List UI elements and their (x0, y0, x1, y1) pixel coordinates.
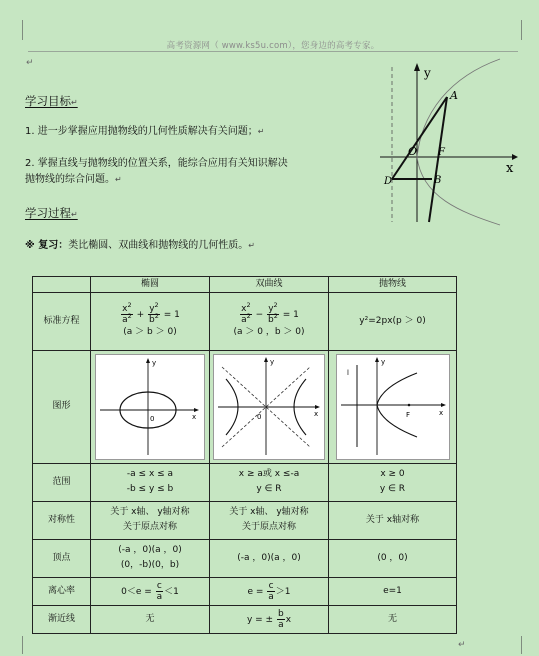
hyperbola-ecc-lhs: e = (247, 586, 264, 597)
crop-mark-bottom-right (521, 636, 530, 654)
figure-label-o: O (408, 145, 418, 158)
parabola-graph-l: l (346, 368, 349, 377)
hyperbola-graph-cell (210, 351, 329, 463)
hyperbola-eq-den1: a (241, 314, 247, 325)
table-header-row (33, 277, 457, 293)
ellipse-eq-num2: y (149, 303, 155, 314)
review-text: 类比椭圆、双曲线和抛物线的几何性质。 (68, 240, 249, 251)
ellipse-range-2: -b ≤ y ≤ b (126, 484, 174, 495)
crop-mark-left (14, 20, 23, 40)
goal-item-1 (25, 124, 264, 140)
ellipse-sym-2: 关于原点对称 (122, 522, 177, 533)
hyperbola-ecc-rhs: ＞1 (275, 586, 291, 597)
ellipse-range (91, 463, 210, 501)
parabola-equation: y²=2px(p ＞ 0) (329, 293, 457, 351)
figure-label-f: F (438, 147, 445, 158)
figure-label-x: x (506, 161, 514, 176)
paragraph-mark: ↵ (257, 127, 265, 136)
table-row-asymptote (33, 605, 457, 633)
hyperbola-vertex: (-a ，0)(a ，0) (210, 539, 329, 577)
ellipse-symmetry (91, 501, 210, 539)
process-heading-text: 学习过程 (25, 206, 71, 220)
hyperbola-eq-minus: − (255, 309, 264, 320)
ellipse-graph-origin: 0 (150, 414, 155, 423)
hyperbola-graph-y: y (270, 357, 275, 366)
row-label-asymptote: 渐近线 (33, 605, 91, 633)
hyperbola-graph (213, 354, 325, 460)
paragraph-mark: ↵ (248, 241, 255, 250)
paragraph-mark: ↵ (458, 640, 466, 650)
header-divider (28, 51, 518, 52)
ellipse-eq-plus: + (136, 309, 145, 320)
figure-label-b: B (434, 175, 442, 186)
hyperbola-ecc-num: c (268, 580, 274, 591)
ellipse-equation: $\frac{x^2}{a^2}$ + $\frac{y^2}{b^2}$ = 1 (a ＞ b ＞ 0) (91, 293, 210, 351)
table-row-vertex (33, 539, 457, 577)
hyperbola-graph-x: x (314, 409, 319, 418)
figure-label-y: y (424, 66, 431, 80)
parabola-chord-figure (380, 57, 520, 227)
crop-mark-right (521, 20, 530, 40)
paragraph-mark: ↵ (71, 98, 78, 107)
parabola-graph-cell (329, 351, 457, 463)
hyperbola-range-2: y ∈ R (256, 484, 282, 495)
hyperbola-eq-condition: (a ＞ 0 ，b ＞ 0) (233, 326, 305, 337)
ellipse-vertex (91, 539, 210, 577)
ellipse-eccentricity (91, 577, 210, 605)
hyperbola-eccentricity (210, 577, 329, 605)
figure-label-d: D (384, 176, 393, 187)
col-parabola: 抛物线 (329, 277, 457, 293)
hyperbola-asymptote (210, 605, 329, 633)
table-corner-cell (33, 277, 91, 293)
ellipse-graph (95, 354, 205, 460)
hyperbola-asym-den: a (278, 619, 284, 630)
figure-label-a: A (450, 89, 458, 102)
ellipse-asymptote: 无 (91, 605, 210, 633)
hyperbola-equation: $\frac{x^2}{a^2}$ − $\frac{y^2}{b^2}$ = 1 (a ＞ 0 ，b ＞ 0) (210, 293, 329, 351)
row-label-graph: 图形 (33, 351, 91, 463)
hyperbola-asym-rhs: x (285, 614, 292, 625)
table-row-symmetry (33, 501, 457, 539)
paragraph-mark: ↵ (115, 175, 122, 184)
goal-item-2-line1: 2. 掌握直线与抛物线的位置关系，能综合应用有关知识解决 (25, 158, 288, 169)
table-row-eccentricity (33, 577, 457, 605)
goal-item-1-text: 1. 进一步掌握应用抛物线的几何性质解决有关问题； (25, 126, 258, 137)
ellipse-ecc-lhs: 0＜e = (121, 586, 152, 597)
ellipse-eq-condition: (a ＞ b ＞ 0) (123, 326, 177, 337)
parabola-range-1: x ≥ 0 (380, 469, 405, 480)
hyperbola-symmetry (210, 501, 329, 539)
row-label-range: 范围 (33, 463, 91, 501)
col-hyperbola: 双曲线 (210, 277, 329, 293)
table-row-range (33, 463, 457, 501)
hyperbola-sym-1: 关于 x轴、 y轴对称 (229, 507, 309, 518)
table-row-graph (33, 351, 457, 463)
parabola-asymptote: 无 (329, 605, 457, 633)
goal-item-2 (25, 156, 288, 188)
ellipse-graph-y: y (152, 358, 157, 367)
row-label-eccentricity: 离心率 (33, 577, 91, 605)
figure-svg (380, 57, 520, 227)
review-label: ※ 复习： (25, 240, 69, 251)
parabola-graph-f: F (405, 410, 410, 419)
ellipse-eq-den2: b (149, 314, 155, 325)
col-ellipse: 椭圆 (91, 277, 210, 293)
ellipse-graph-cell (91, 351, 210, 463)
ellipse-eq-num1: x (122, 303, 128, 314)
parabola-eccentricity: e=1 (329, 577, 457, 605)
hyperbola-range (210, 463, 329, 501)
hyperbola-asym-lhs: y = ± (246, 614, 274, 625)
hyperbola-eq-num1: x (241, 303, 247, 314)
parabola-range (329, 463, 457, 501)
parabola-range-2: y ∈ R (379, 484, 406, 495)
hyperbola-ecc-den: a (268, 591, 274, 602)
hyperbola-eq-num2: y (268, 303, 274, 314)
process-heading (25, 205, 78, 221)
review-line (25, 238, 255, 254)
hyperbola-eq-rhs: = 1 (282, 309, 299, 320)
ellipse-vertex-1: (-a ，0)(a ，0) (118, 545, 182, 556)
row-label-vertex: 顶点 (33, 539, 91, 577)
ellipse-eq-den1: a (122, 314, 128, 325)
parabola-graph-y: y (380, 357, 385, 366)
row-label-symmetry: 对称性 (33, 501, 91, 539)
hyperbola-asym-num: b (277, 608, 284, 619)
ellipse-ecc-num: c (156, 580, 162, 591)
hyperbola-graph-origin: 0 (257, 412, 262, 421)
goal-item-2-line2: 抛物线的综合问题。 (25, 174, 115, 185)
ellipse-sym-1: 关于 x轴、 y轴对称 (110, 507, 190, 518)
ellipse-vertex-2: (0，-b)(0，b) (120, 560, 180, 571)
paragraph-mark: ↵ (71, 210, 78, 219)
goals-heading (25, 93, 78, 109)
table-row-equation (33, 293, 457, 351)
row-label-equation: 标准方程 (33, 293, 91, 351)
hyperbola-sym-2: 关于原点对称 (241, 522, 296, 533)
page-header: 高考资源网（ www.ks5u.com），您身边的高考专家。 (166, 41, 380, 51)
hyperbola-eq-den2: b (268, 314, 274, 325)
ellipse-range-1: -a ≤ x ≤ a (126, 469, 174, 480)
parabola-vertex: (0 ，0) (329, 539, 457, 577)
parabola-graph (336, 354, 450, 460)
paragraph-mark: ↵ (26, 58, 34, 68)
ellipse-ecc-den: a (156, 591, 163, 602)
hyperbola-range-1: x ≥ a或 x ≤-a (238, 469, 300, 480)
ellipse-graph-x: x (192, 412, 197, 421)
crop-mark-bottom-left (14, 636, 23, 654)
parabola-symmetry: 关于 x轴对称 (329, 501, 457, 539)
parabola-graph-x: x (438, 408, 443, 417)
conic-comparison-table (32, 276, 457, 634)
goals-heading-text: 学习目标 (25, 94, 71, 108)
ellipse-ecc-rhs: ＜1 (164, 586, 179, 597)
ellipse-eq-rhs: = 1 (163, 309, 180, 320)
